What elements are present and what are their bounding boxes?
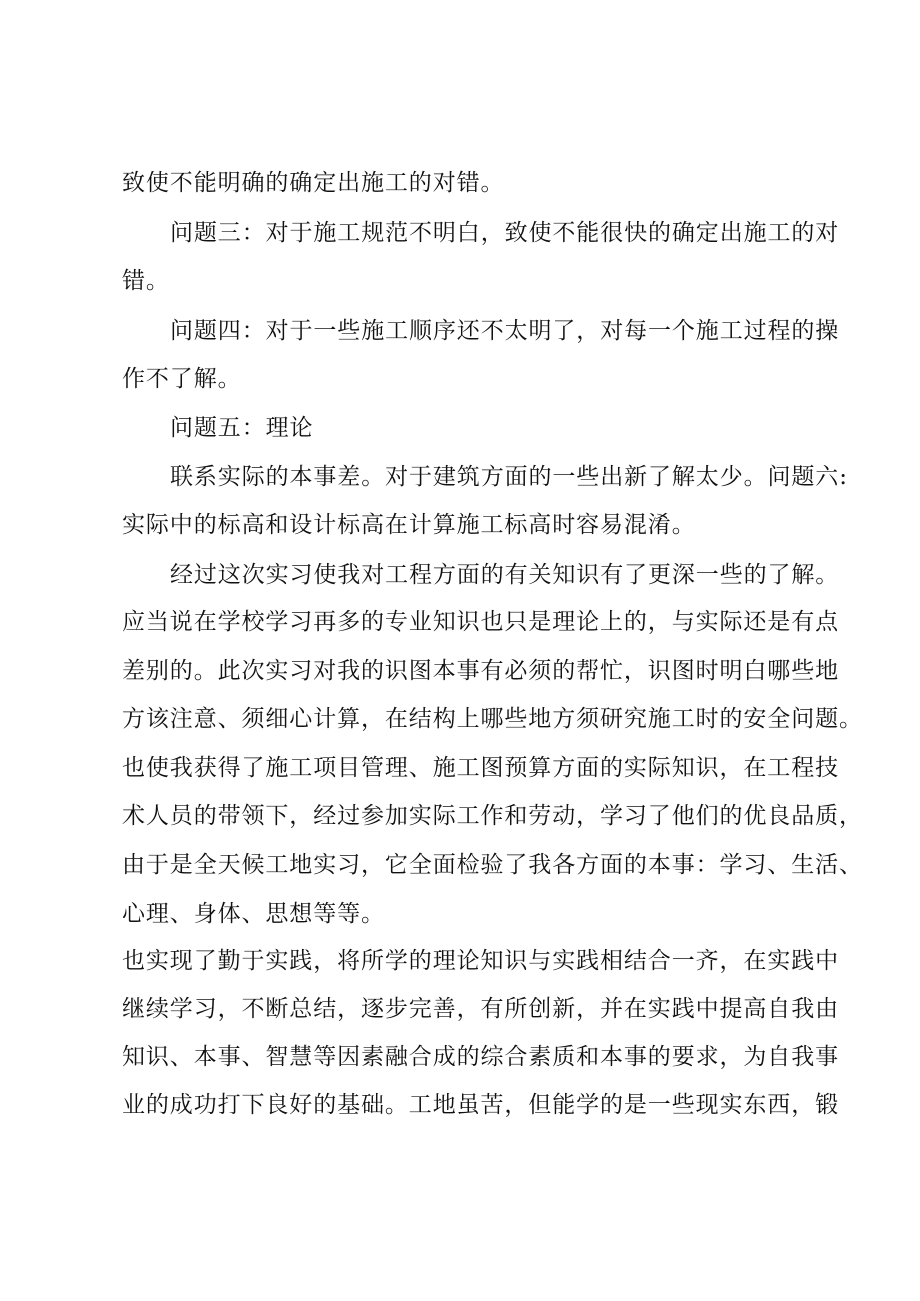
text-line-4: 问题四：对于一些施工顺序还不太明了，对每一个施工过程的操 — [170, 318, 840, 344]
text-line-8: 实际中的标高和设计标高在计算施工标高时容易混淆。 — [122, 512, 696, 538]
text-line-6: 问题五：理论 — [170, 415, 314, 441]
text-line-7: 联系实际的本事差。对于建筑方面的一些出新了解太少。问题六: — [170, 464, 848, 490]
text-line-9: 经过这次实习使我对工程方面的有关知识有了更深一些的了解。 — [170, 562, 840, 588]
text-line-11: 差别的。此次实习对我的识图本事有必须的帮忙，识图时明白哪些地 — [122, 658, 839, 684]
text-line-2: 问题三：对于施工规范不明白，致使不能很快的确定出施工的对 — [170, 220, 840, 246]
text-line-19: 知识、本事、智慧等因素融合成的综合素质和本事的要求，为自我事 — [122, 1044, 839, 1070]
text-line-13: 也使我获得了施工项目管理、施工图预算方面的实际知识，在工程技 — [122, 755, 839, 781]
text-line-20: 业的成功打下良好的基础。工地虽苦，但能学的是一些现实东西，锻 — [122, 1092, 839, 1118]
text-line-3: 错。 — [122, 268, 170, 294]
text-line-15: 由于是全天候工地实习，它全面检验了我各方面的本事：学习、生活、 — [122, 852, 863, 878]
text-line-14: 术人员的带领下，经过参加实际工作和劳动，学习了他们的优良品质， — [122, 803, 863, 829]
text-line-10: 应当说在学校学习再多的专业知识也只是理论上的，与实际还是有点 — [122, 609, 839, 635]
text-line-16: 心理、身体、思想等等。 — [122, 901, 385, 927]
text-line-12: 方该注意、须细心计算，在结构上哪些地方须研究施工时的安全问题。 — [122, 706, 863, 732]
text-line-18: 继续学习，不断总结，逐步完善，有所创新，并在实践中提高自我由 — [122, 996, 839, 1022]
text-line-1: 致使不能明确的确定出施工的对错。 — [122, 170, 505, 196]
text-line-17: 也实现了勤于实践，将所学的理论知识与实践相结合一齐，在实践中 — [122, 948, 839, 974]
text-line-5: 作不了解。 — [122, 366, 242, 392]
